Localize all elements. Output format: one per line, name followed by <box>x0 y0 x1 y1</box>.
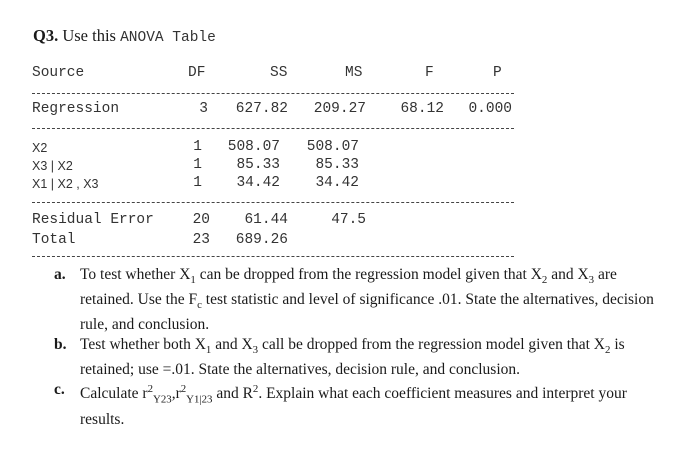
part-text: can be dropped from the regression model given that X <box>195 266 542 283</box>
part-text: Test whether both X <box>80 336 206 354</box>
cell-df: 1 <box>193 157 202 173</box>
cell-df: 20 <box>192 212 210 228</box>
cell-ms: 47.5 <box>331 212 366 228</box>
subscript: 1 <box>205 344 212 357</box>
subscript: c <box>197 299 202 312</box>
part-text: To test whether X <box>80 266 191 283</box>
sub-questions <box>54 265 674 430</box>
cell-ss: 627.82 <box>235 101 288 117</box>
cell-ms: 508.07 <box>306 139 359 155</box>
header-df: DF <box>188 65 206 81</box>
part-c <box>54 380 674 428</box>
divider <box>32 256 514 257</box>
part-text: test statistic and level of significance .01. State the alternatives, decision rule, and conclusion. <box>80 291 654 334</box>
cell-ss: 689.26 <box>235 232 288 248</box>
cell-df: 1 <box>193 139 202 155</box>
divider <box>32 93 514 94</box>
header-ss: SS <box>270 65 288 81</box>
cell-df: 1 <box>193 175 202 191</box>
cell-ss: 61.44 <box>244 212 288 228</box>
part-text: . Explain what each coefficient measures and interpret your results. <box>80 385 627 428</box>
superscript: 2 <box>252 383 259 396</box>
header-p: P <box>493 65 502 81</box>
cell-source: X1 | X2 , X3 <box>32 177 99 191</box>
cell-ss: 34.42 <box>236 175 280 191</box>
part-b <box>54 335 674 379</box>
part-text: and X <box>211 336 253 354</box>
superscript: 2 <box>147 383 153 396</box>
header-f: F <box>425 65 434 81</box>
subscript: 3 <box>252 344 259 357</box>
subscript: 2 <box>541 274 548 287</box>
cell-source: X3 | X2 <box>32 159 73 173</box>
part-label: a. <box>54 266 66 283</box>
part-text: are retained. Use the F <box>80 266 617 309</box>
part-text: call be dropped from the regression model given that X <box>258 336 606 354</box>
cell-source: Total <box>32 232 76 248</box>
part-text: Calculate r <box>80 385 148 403</box>
cell-source: Regression <box>32 101 120 117</box>
part-text: ,r <box>171 385 181 403</box>
cell-ss: 85.33 <box>236 157 280 173</box>
part-label: b. <box>54 336 67 354</box>
part-label: c. <box>54 381 65 399</box>
part-text: and X <box>547 266 589 283</box>
divider <box>32 202 514 203</box>
question-title <box>33 26 216 46</box>
subscript: 2 <box>605 344 611 357</box>
cell-ss: 508.07 <box>227 139 280 155</box>
divider <box>32 128 514 129</box>
header-source: Source <box>32 65 85 81</box>
cell-source: X2 <box>32 141 48 155</box>
superscript: 2 <box>180 383 187 396</box>
cell-ms: 209.27 <box>313 101 366 117</box>
part-text: and R <box>212 385 253 403</box>
cell-source: Residual Error <box>32 212 154 228</box>
cell-ms: 85.33 <box>315 157 359 173</box>
subscript: Y23 <box>153 393 172 406</box>
cell-df: 3 <box>199 101 208 117</box>
subscript: 1 <box>190 274 196 287</box>
question-intro: Use this <box>62 26 116 45</box>
subscript: 3 <box>588 274 595 287</box>
cell-df: 23 <box>192 232 210 248</box>
table-label: ANOVA Table <box>120 30 216 46</box>
cell-f: 68.12 <box>400 101 444 117</box>
part-a <box>54 265 674 334</box>
subscript: Y1|23 <box>186 393 213 406</box>
cell-ms: 34.42 <box>315 175 359 191</box>
header-ms: MS <box>345 65 363 81</box>
part-text: is retained; use =.01. State the alternatives, decision rule, and conclusion. <box>80 336 625 379</box>
cell-p: 0.000 <box>468 101 512 117</box>
question-number: Q3. <box>33 26 59 45</box>
